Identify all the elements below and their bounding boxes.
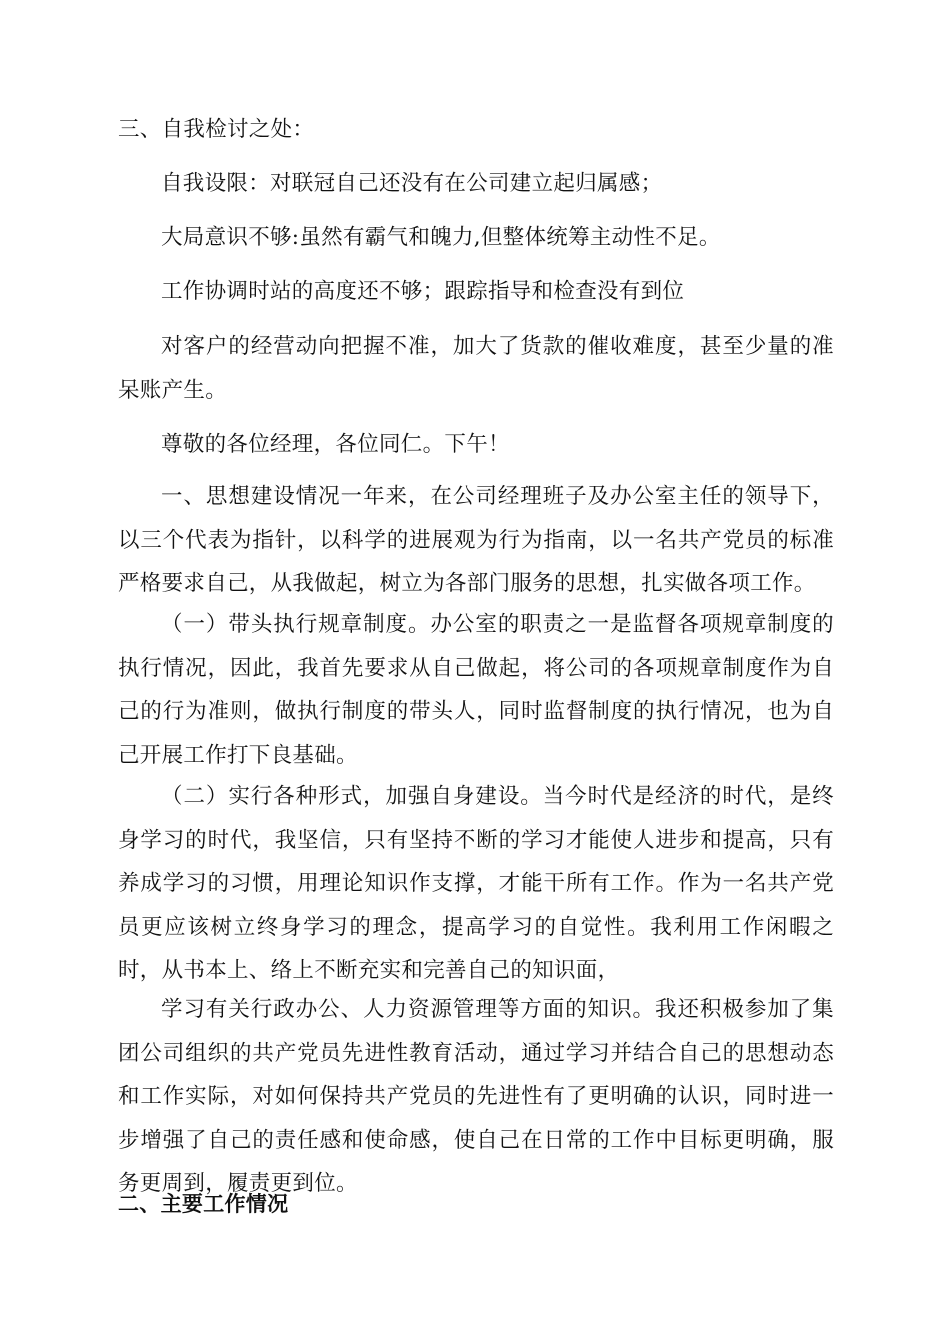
review-item-3: 工作协调时站的高度还不够；跟踪指导和检查没有到位 [161, 279, 685, 304]
paragraph-learning: 学习有关行政办公、人力资源管理等方面的知识。我还积极参加了集团公司组织的共产党员先进性教育活动，通过学习并结合自己的思想动态和工作实际，对如何保持共产党员的先进性有了更明确的认识，同时进一步增强了自己的责任感和使命感，使自己在日常的工作中目标更明确，服务更周到，履责更到位。 [118, 997, 834, 1196]
review-item-1: 自我设限：对联冠自己还没有在公司建立起归属感； [161, 171, 663, 196]
paragraph-rules: （一）带头执行规章制度。办公室的职责之一是监督各项规章制度的执行情况，因此，我首先要求从自己做起，将公司的各项规章制度作为自己的行为准则，做执行制度的带头人，同时监督制度的执行情况，也为自己开展工作打下良基础。 [118, 612, 834, 768]
greeting: 尊敬的各位经理，各位同仁。下午！ [161, 432, 510, 457]
paragraph-ideology: 一、思想建设情况一年来，在公司经理班子及办公室主任的领导下，以三个代表为指针，以科学的进展观为行为指南，以一名共产党员的标准严格要求自己，从我做起，树立为各部门服务的思想，扎实做各项工作。 [118, 484, 834, 596]
section-heading-self-review: 三、自我检讨之处： [118, 117, 315, 142]
section-heading-main-work: 二、主要工作情况 [118, 1192, 289, 1216]
paragraph-self-building: （二）实行各种形式，加强自身建设。当今时代是经济的时代，是终身学习的时代，我坚信，只有坚持不断的学习才能使人进步和提高，只有养成学习的习惯，用理论知识作支撑，才能干所有工作。作为一名共产党员更应该树立终身学习的理念，提高学习的自觉性。我利用工作闲暇之时，从书本上、络上不断充实和完善自己的知识面， [118, 784, 834, 983]
review-item-2: 大局意识不够:虽然有霸气和魄力,但整体统筹主动性不足。 [161, 225, 721, 250]
review-item-4: 对客户的经营动向把握不准，加大了货款的催收难度，甚至少量的准呆账产生。 [118, 334, 834, 403]
